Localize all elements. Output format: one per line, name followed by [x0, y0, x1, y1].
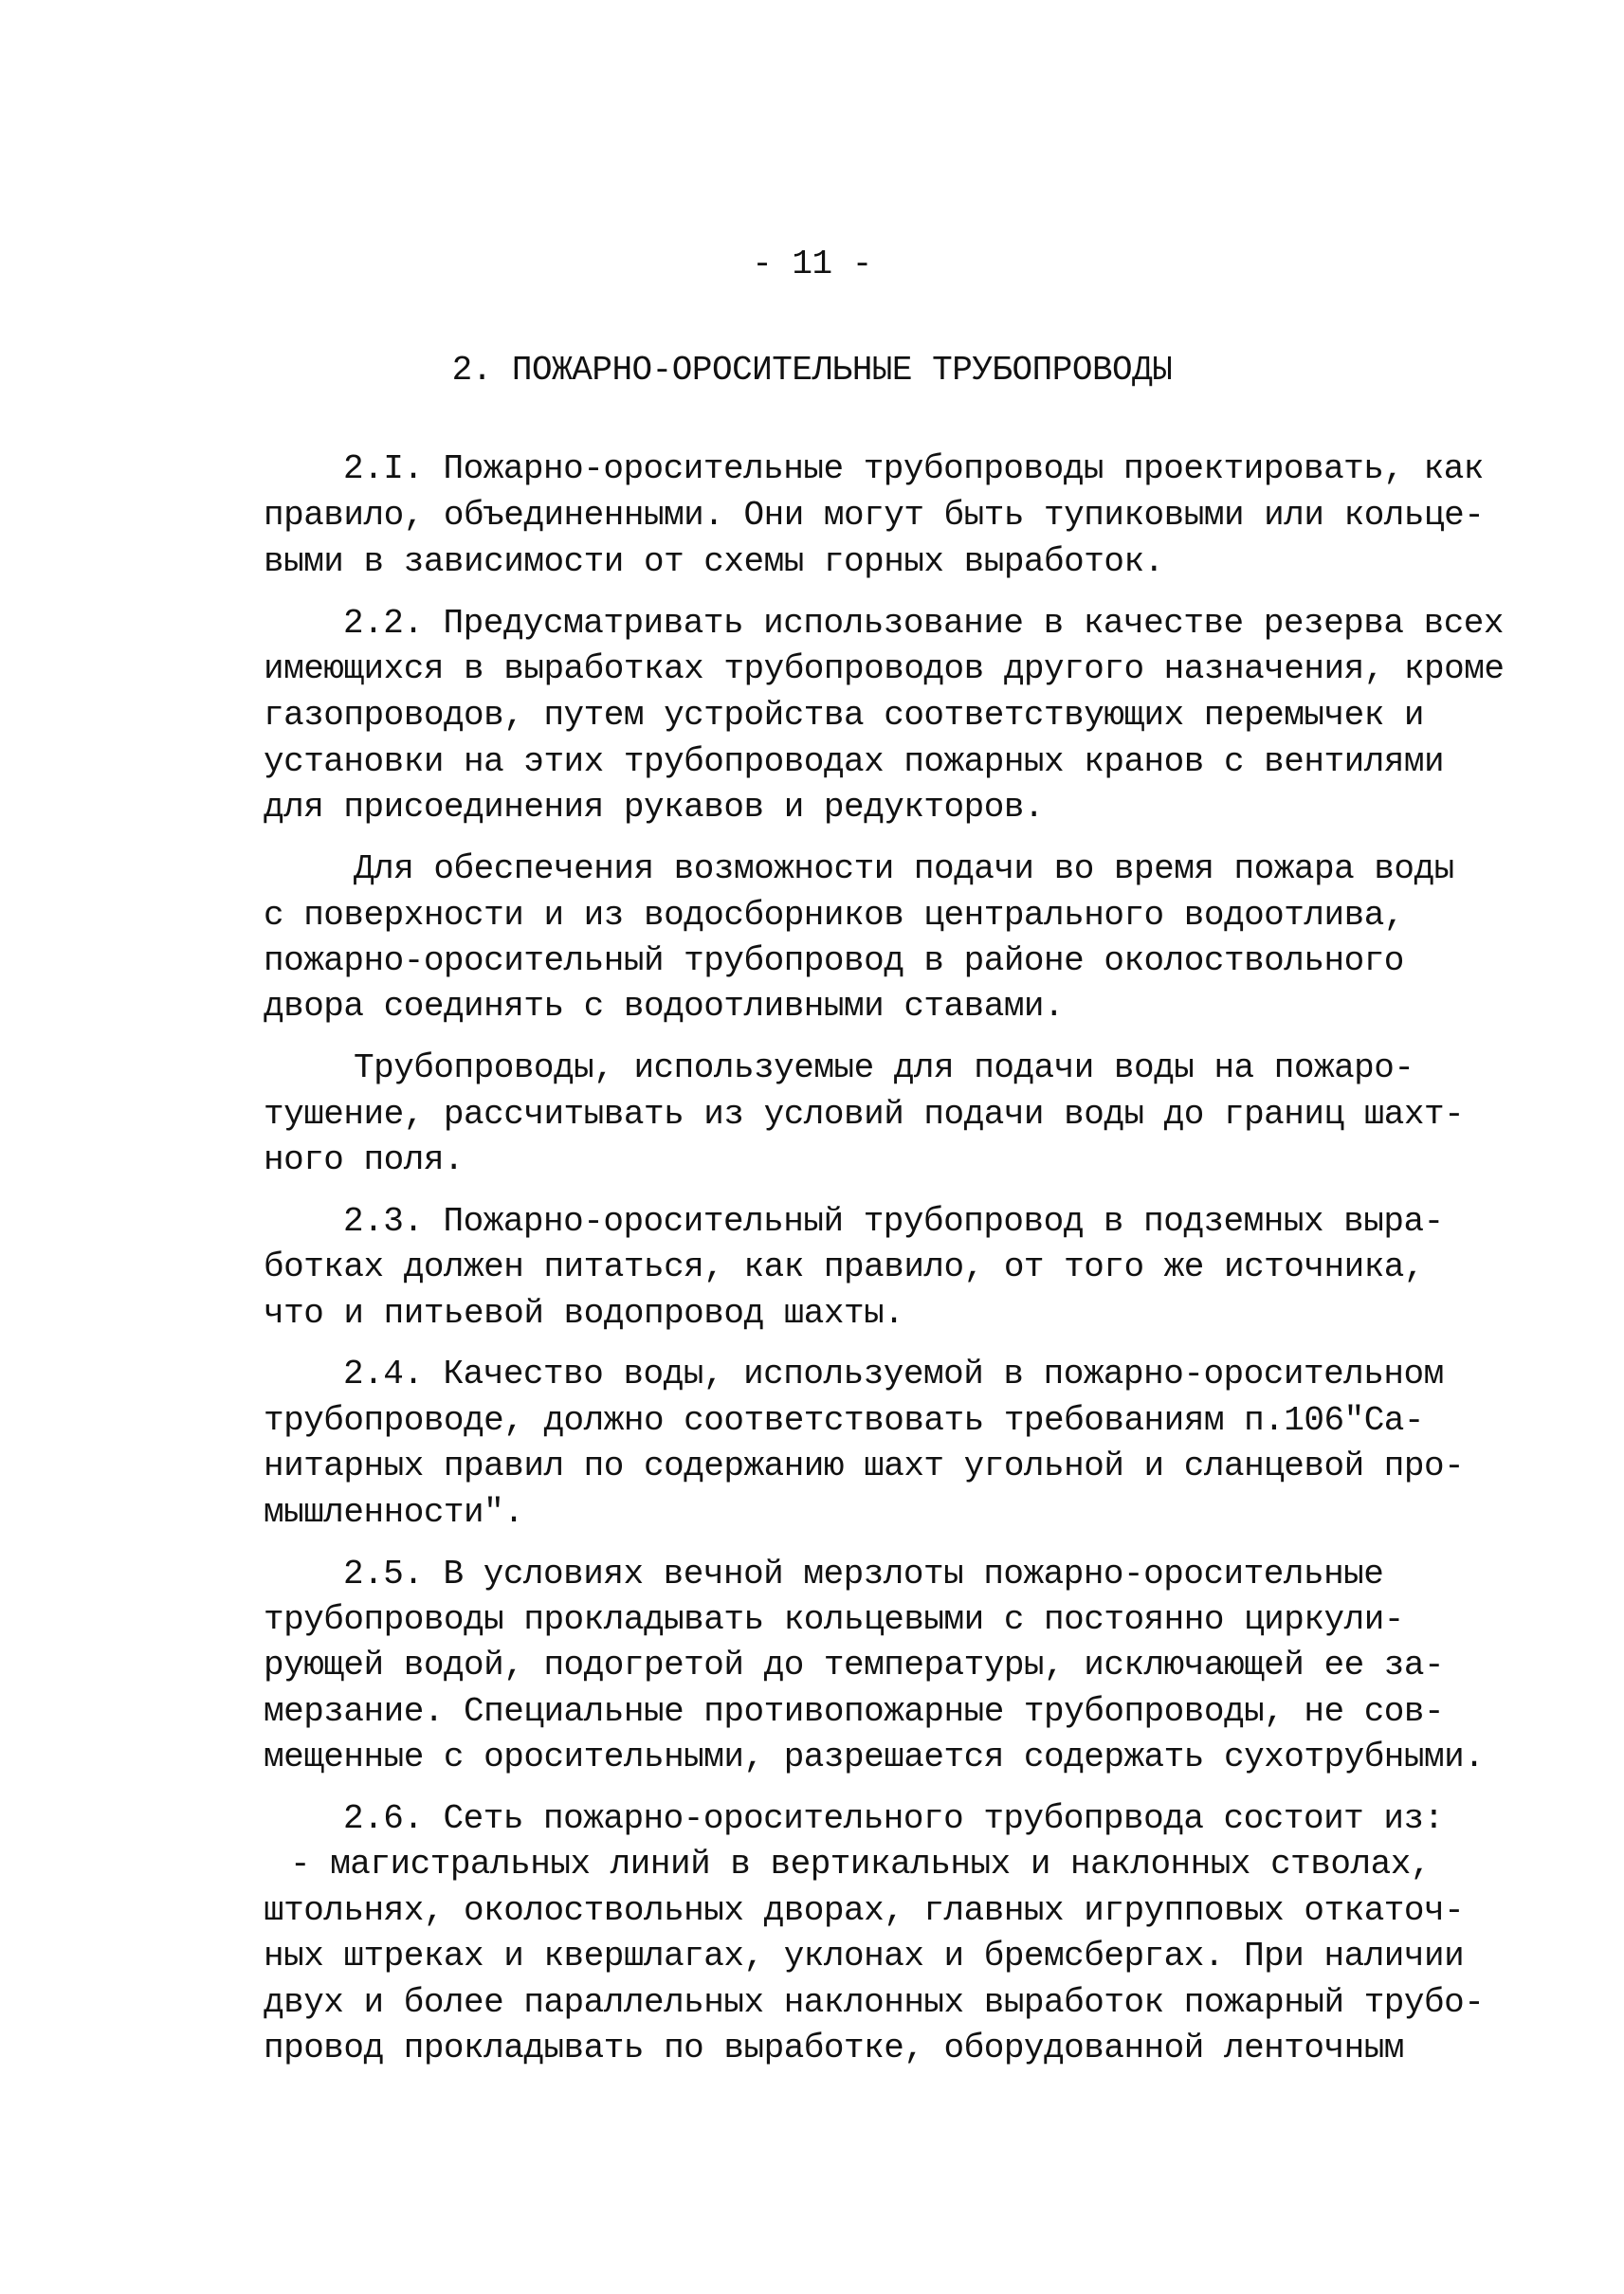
text-line: двора соединять с водоотливными ставами. — [264, 987, 1065, 1026]
text-line: Трубопроводы, используемые для подачи воды на пожаро- — [354, 1048, 1414, 1087]
text-line: газопроводов, путем устройства соответствующих перемычек и — [264, 696, 1425, 735]
text-line: мышленности". — [264, 1493, 524, 1532]
text-line: 2.I. Пожарно-оросительные трубопроводы проектировать, как — [343, 449, 1484, 488]
text-line: рующей водой, подогретой до температуры, исключающей ее за- — [264, 1646, 1445, 1684]
text-line: трубопроводе, должно соответствовать требованиям п.106"Са- — [264, 1401, 1425, 1440]
text-line: выми в зависимости от схемы горных выработок. — [264, 542, 1164, 581]
text-line: что и питьевой водопровод шахты. — [264, 1294, 904, 1333]
text-line: для присоединения рукавов и редукторов. — [264, 788, 1045, 827]
text-line: мерзание. Специальные противопожарные трубопроводы, не сов- — [264, 1692, 1445, 1731]
text-line: ботках должен питаться, как правило, от того же источника, — [264, 1247, 1425, 1286]
section-heading: 2. ПОЖАРНО-ОРОСИТЕЛЬНЫЕ ТРУБОПРОВОДЫ — [451, 351, 1173, 390]
text-line: установки на этих трубопроводах пожарных кранов с вентилями — [264, 742, 1445, 781]
text-line: трубопроводы прокладывать кольцевыми с постоянно циркули- — [264, 1600, 1404, 1639]
text-line: пожарно-оросительный трубопровод в районе околоствольного — [264, 941, 1404, 980]
text-line: 2.2. Предусматривать использование в качестве резерва всех — [343, 604, 1505, 643]
text-line: имеющихся в выработках трубопроводов другого назначения, кроме — [264, 649, 1505, 688]
text-line: двух и более параллельных наклонных выработок пожарный трубо- — [264, 1983, 1485, 2022]
text-line: тушение, рассчитывать из условий подачи воды до границ шахт- — [264, 1095, 1465, 1134]
page-number: - 11 - — [752, 245, 872, 283]
text-line: с поверхности и из водосборников центрального водоотлива, — [264, 896, 1404, 935]
text-line: 2.3. Пожарно-оросительный трубопровод в подземных выра- — [343, 1202, 1444, 1241]
text-line: - магистральных линий в вертикальных и наклонных стволах, — [290, 1845, 1431, 1884]
text-line: мещенные с оросительными, разрешается содержать сухотрубными. — [264, 1738, 1485, 1776]
text-line: нитарных правил по содержанию шахт угольной и сланцевой про- — [264, 1447, 1465, 1485]
text-line: ного поля. — [264, 1140, 465, 1179]
text-line: 2.5. В условиях вечной мерзлоты пожарно-оросительные — [343, 1555, 1384, 1593]
text-line: 2.6. Сеть пожарно-оросительного трубопрвода состоит из: — [343, 1799, 1444, 1838]
text-line: 2.4. Качество воды, используемой в пожарно-оросительном — [343, 1355, 1444, 1393]
text-line: ных штреках и квершлагах, уклонах и бремсбергах. При наличии — [264, 1937, 1465, 1975]
text-line: провод прокладывать по выработке, оборудованной ленточным — [264, 2029, 1404, 2067]
text-line: штольнях, околоствольных дворах, главных игрупповых откаточ- — [264, 1891, 1465, 1930]
text-line: Для обеспечения возможности подачи во время пожара воды — [354, 849, 1454, 888]
text-line: правило, объединенными. Они могут быть тупиковыми или кольце- — [264, 496, 1485, 535]
